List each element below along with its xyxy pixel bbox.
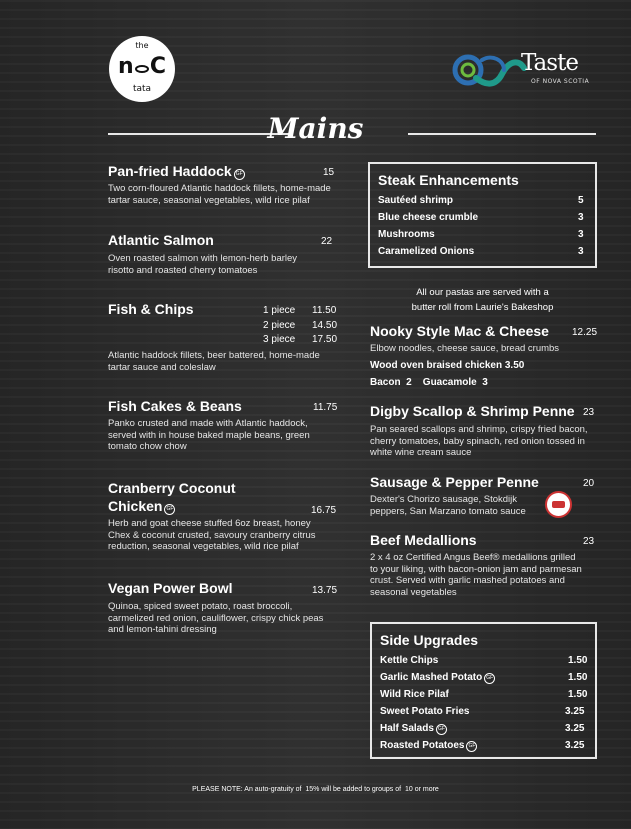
- side-upgrades-box: [370, 622, 597, 759]
- description-line: Chex & coconut crusted, savoury cranberry citrus: [108, 529, 316, 541]
- logo-o-icon: [135, 65, 149, 73]
- side-label: Kettle Chips: [380, 655, 439, 666]
- description-line: and lemon-tahini dressing: [108, 624, 217, 635]
- description-line: tartar sauce and coleslaw: [108, 361, 216, 373]
- side-label-row: [380, 723, 447, 735]
- box-title: Side Upgrades: [380, 632, 479, 648]
- item-price: 20: [583, 478, 595, 489]
- description-line: Atlantic haddock fillets, beer battered, home-made: [108, 350, 320, 361]
- description-line: 2 x 4 oz Certified Angus Beef® medallions grilled: [370, 552, 576, 563]
- box-title: Steak Enhancements: [378, 172, 519, 188]
- taste-logo-word: Taste: [521, 50, 578, 76]
- description-line: to your liking, with bacon-onion jam and parmesan: [370, 563, 582, 575]
- logo-text-bottom: tata: [132, 84, 152, 94]
- description-line: tartar sauce, seasonal vegetables, wild rice pilaf: [108, 194, 310, 206]
- description-line: Dexter's Chorizo sausage, Stokdijk: [370, 494, 518, 505]
- item-description: [108, 418, 310, 453]
- enhancement-price: 3: [578, 229, 584, 240]
- side-label: Wild Rice Pilaf: [380, 689, 449, 700]
- taste-logo-subtitle: OF NOVA SCOTIA: [531, 78, 590, 85]
- size-label: 3 piece: [263, 334, 296, 345]
- menu-item-nooky-mac-and-cheese: Nooky Style Mac & Cheese: [370, 323, 549, 339]
- description-line: Herb and goat cheese stuffed 6oz breast, honey: [108, 518, 311, 529]
- description-line: carmelized red onion, cauliflower, crispy chick peas: [108, 612, 324, 624]
- description-line: cherry tomatoes, baby spinach, red onion tossed in: [370, 435, 585, 447]
- add-on-chicken: Wood oven braised chicken 3.50: [370, 360, 525, 371]
- side-price: 3.25: [565, 723, 585, 734]
- gluten-free-icon: GF: [436, 724, 447, 735]
- item-description: [108, 350, 320, 373]
- size-label: 1 piece: [263, 305, 296, 316]
- add-on-bacon-guacamole: Bacon 2 Guacamole 3: [370, 377, 488, 388]
- menu-item-fish-cakes-and-beans: Fish Cakes & Beans: [108, 398, 242, 414]
- size-price: 11.50: [312, 305, 337, 316]
- item-price: 23: [583, 536, 595, 547]
- description-line: seasonal vegetables: [370, 586, 457, 598]
- gluten-free-icon: GF: [484, 673, 495, 684]
- enhancement-price: 3: [578, 246, 584, 257]
- side-price: 1.50: [568, 655, 588, 666]
- side-price: 3.25: [565, 740, 585, 751]
- size-price: 14.50: [312, 320, 338, 331]
- description-line: white wine cream sauce: [370, 447, 472, 458]
- enhancement-label: Sautéed shrimp: [378, 195, 454, 206]
- item-name-line2: Chicken: [108, 498, 163, 514]
- item-name-line1: Cranberry Coconut: [108, 480, 236, 496]
- side-price: 3.25: [565, 706, 585, 717]
- description-line: Oven roasted salmon with lemon-herb barley: [108, 253, 298, 264]
- enhancement-price: 3: [578, 212, 584, 223]
- item-price: 13.75: [312, 585, 338, 596]
- menu-item-fish-and-chips: Fish & Chips: [108, 301, 194, 317]
- description-line: crust. Served with garlic mashed potatoes and: [370, 575, 565, 586]
- size-price: 17.50: [312, 334, 338, 345]
- description-line: Two corn-floured Atlantic haddock fillets, home-made: [108, 183, 331, 194]
- description-line: peppers, San Marzano tomato sauce: [370, 505, 526, 517]
- logo-letter-n: n: [118, 54, 134, 79]
- item-description: [108, 253, 297, 276]
- item-description: [370, 552, 597, 598]
- steak-enhancements-box: [368, 162, 597, 268]
- pasta-note-line: All our pastas are served with a: [416, 287, 549, 298]
- side-price: 1.50: [568, 672, 588, 683]
- item-description: [370, 424, 588, 459]
- enhancement-price: 5: [578, 195, 584, 206]
- menu-item-cranberry-coconut-chicken: [108, 480, 236, 515]
- item-price: 22: [321, 236, 333, 247]
- menu-item-beef-medallions: Beef Medallions: [370, 532, 477, 548]
- item-description: [108, 601, 323, 636]
- item-description: [108, 518, 316, 553]
- item-description: [370, 494, 526, 517]
- the-noc-logo: [109, 36, 175, 102]
- dexters-sausage-badge-icon: [545, 491, 572, 518]
- pasta-note-line: butter roll from Laurie's Bakeshop: [411, 302, 554, 313]
- menu-item-digby-scallop-shrimp-penne: Digby Scallop & Shrimp Penne: [370, 403, 575, 419]
- side-label: Half Salads: [380, 723, 434, 734]
- description-line: Panko crusted and made with Atlantic haddock,: [108, 418, 308, 429]
- menu-item-vegan-power-bowl: Vegan Power Bowl: [108, 580, 233, 596]
- gluten-free-icon: GF: [234, 169, 245, 180]
- menu-item-pan-fried-haddock: [108, 163, 245, 180]
- enhancement-label: Blue cheese crumble: [378, 212, 479, 223]
- item-price: 12.25: [572, 327, 598, 338]
- item-price: 15: [323, 167, 335, 178]
- gluten-free-icon: GF: [164, 504, 175, 515]
- logo-letter-c: C: [149, 54, 166, 79]
- side-label: Garlic Mashed Potato: [380, 672, 483, 683]
- description-line: Pan seared scallops and shrimp, crispy fried bacon,: [370, 424, 588, 435]
- side-label-row: [380, 740, 477, 752]
- item-price: 16.75: [311, 505, 337, 516]
- description-line: tomato chow chow: [108, 441, 187, 452]
- enhancement-label: Caramelized Onions: [378, 246, 475, 257]
- pasta-note: [368, 285, 597, 315]
- description-line: Quinoa, spiced sweet potato, roast broccoli,: [108, 601, 293, 612]
- side-label: Roasted Potatoes: [380, 740, 465, 751]
- description-line: risotto and roasted cherry tomatoes: [108, 264, 258, 276]
- item-description: Elbow noodles, cheese sauce, bread crumbs: [370, 343, 560, 354]
- logo-text-top: the: [135, 41, 149, 50]
- side-label-row: [380, 672, 495, 684]
- menu-item-sausage-pepper-penne: Sausage & Pepper Penne: [370, 474, 539, 490]
- item-name: Pan-fried Haddock: [108, 163, 232, 179]
- gluten-free-icon: GF: [466, 741, 477, 752]
- size-label: 2 piece: [263, 320, 296, 331]
- gratuity-note: PLEASE NOTE: An auto-gratuity of 15% will be added to groups of 10 or more: [192, 786, 439, 793]
- item-price: 11.75: [313, 402, 338, 413]
- description-line: reduction, seasonal vegetables, wild rice pilaf: [108, 541, 299, 552]
- page-title: Mains: [267, 112, 364, 145]
- side-price: 1.50: [568, 689, 588, 700]
- item-description: [108, 183, 331, 206]
- item-price: 23: [583, 407, 595, 418]
- enhancement-label: Mushrooms: [378, 229, 435, 240]
- menu-item-atlantic-salmon: Atlantic Salmon: [108, 232, 214, 248]
- side-label: Sweet Potato Fries: [380, 706, 470, 717]
- description-line: served with in house baked maple beans, green: [108, 429, 310, 441]
